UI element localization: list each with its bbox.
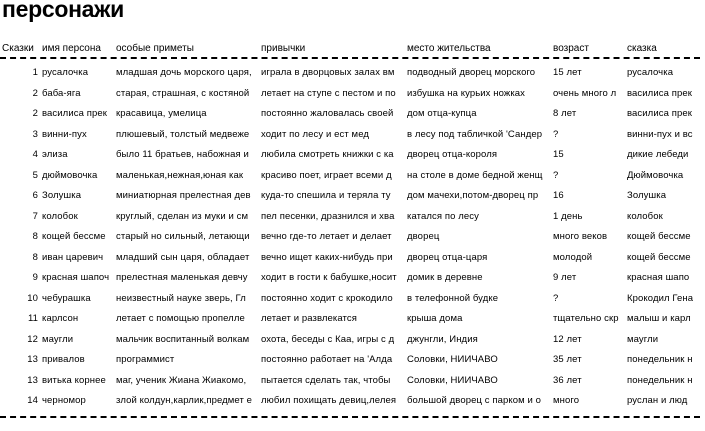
cell-tale: василиса прек bbox=[627, 108, 692, 119]
cell-age: ? bbox=[553, 128, 559, 140]
cell-features: было 11 братьев, набожная и bbox=[116, 149, 249, 160]
header-habits[interactable]: привычки bbox=[261, 43, 306, 54]
table-row[interactable] bbox=[0, 166, 705, 187]
cell-tale: колобок bbox=[627, 210, 663, 222]
header-residence[interactable]: место жительства bbox=[407, 43, 491, 54]
cell-residence: подводный дворец морского bbox=[407, 67, 536, 78]
cell-age: тщательно скр bbox=[553, 313, 619, 324]
cell-age: 8 лет bbox=[553, 108, 577, 119]
cell-residence: дом отца-купца bbox=[407, 108, 477, 119]
cell-habits: красиво поет, играет всеми д bbox=[261, 169, 392, 181]
cell-features: красавица, умелица bbox=[116, 108, 207, 119]
cell-habits: вечно где-то летает и делает bbox=[261, 231, 392, 242]
cell-age: ? bbox=[553, 169, 559, 181]
cell-residence: Соловки, НИИЧАВО bbox=[407, 374, 498, 386]
cell-residence: дворец отца-короля bbox=[407, 149, 498, 160]
cell-tale-number: 14 bbox=[27, 395, 38, 406]
cell-features: программист bbox=[116, 354, 175, 365]
cell-features: младшая дочь морского царя, bbox=[116, 67, 252, 78]
cell-tale: Золушка bbox=[627, 190, 667, 201]
cell-habits: летает на ступе с пестом и по bbox=[261, 87, 396, 99]
cell-tale-number: 1 bbox=[32, 67, 38, 78]
cell-habits: ходит по лесу и ест мед bbox=[261, 128, 370, 140]
cell-features: прелестная маленькая девчу bbox=[116, 272, 248, 283]
header-features[interactable]: особые приметы bbox=[116, 43, 194, 54]
footer-divider bbox=[0, 416, 700, 418]
cell-tale: василиса прек bbox=[627, 87, 692, 99]
cell-age: 9 лет bbox=[553, 272, 577, 283]
cell-tale-number: 8 bbox=[32, 231, 38, 242]
cell-tale: дикие лебеди bbox=[627, 149, 689, 160]
cell-tale-number: 13 bbox=[27, 354, 38, 365]
cell-character-name: черномор bbox=[42, 395, 86, 406]
cell-age: ? bbox=[553, 292, 559, 304]
cell-character-name: маугли bbox=[42, 333, 74, 345]
cell-features: плюшевый, толстый медвеже bbox=[116, 128, 250, 140]
cell-habits: играла в дворцовых залах вм bbox=[261, 67, 395, 78]
table-row[interactable] bbox=[0, 186, 705, 207]
cell-age: 15 bbox=[553, 149, 564, 160]
cell-tale: малыш и карл bbox=[627, 313, 691, 324]
cell-features: миниатюрная прелестная дев bbox=[116, 190, 251, 201]
cell-habits: любил похищать девиц,лелея bbox=[261, 395, 397, 406]
table-row[interactable] bbox=[0, 330, 705, 351]
cell-habits: постоянно ходит с крокодило bbox=[261, 292, 393, 304]
cell-habits: ходит в гости к бабушке,носит bbox=[261, 272, 397, 283]
table-row[interactable] bbox=[0, 309, 705, 330]
cell-residence: дворец bbox=[407, 231, 440, 242]
cell-age: очень много л bbox=[553, 87, 617, 99]
cell-character-name: привалов bbox=[42, 354, 85, 365]
cell-features: неизвестный науке зверь, Гл bbox=[116, 292, 246, 304]
cell-tale: русалочка bbox=[627, 67, 674, 78]
cell-character-name: иван царевич bbox=[42, 251, 104, 263]
cell-tale: маугли bbox=[627, 333, 659, 345]
cell-residence: Соловки, НИИЧАВО bbox=[407, 354, 498, 365]
cell-tale: кощей бессме bbox=[627, 231, 691, 242]
cell-tale-number: 7 bbox=[32, 210, 38, 222]
cell-character-name: чебурашка bbox=[42, 292, 91, 304]
cell-tale: руслан и люд bbox=[627, 395, 688, 406]
cell-character-name: витька корнее bbox=[42, 374, 106, 386]
cell-tale-number: 4 bbox=[32, 149, 38, 160]
cell-tale-number: 5 bbox=[32, 169, 38, 181]
table-row[interactable] bbox=[0, 227, 705, 248]
table-row[interactable] bbox=[0, 104, 705, 125]
cell-features: маг, ученик Жиана Жиакомо, bbox=[116, 374, 247, 386]
cell-tale: красная шапо bbox=[627, 272, 690, 283]
table-row[interactable] bbox=[0, 391, 705, 412]
cell-age: молодой bbox=[553, 251, 593, 263]
cell-character-name: баба-яга bbox=[42, 87, 81, 99]
header-tale-number[interactable]: Сказки bbox=[2, 43, 34, 54]
cell-features: круглый, сделан из муки и см bbox=[116, 210, 249, 222]
cell-habits: пытается сделать так, чтобы bbox=[261, 374, 391, 386]
table-row[interactable] bbox=[0, 350, 705, 371]
cell-habits: летает и развлекатся bbox=[261, 313, 357, 324]
cell-character-name: василиса прек bbox=[42, 108, 107, 119]
header-tale[interactable]: сказка bbox=[627, 43, 657, 54]
cell-habits: вечно ищет каких-нибудь при bbox=[261, 251, 393, 263]
cell-habits: пел песенки, дразнился и хва bbox=[261, 210, 395, 222]
header-age[interactable]: возраст bbox=[553, 43, 589, 54]
cell-age: 36 лет bbox=[553, 374, 582, 386]
cell-tale-number: 11 bbox=[27, 313, 38, 324]
table-row[interactable] bbox=[0, 84, 705, 105]
table-body bbox=[0, 63, 705, 412]
cell-age: 1 день bbox=[553, 210, 583, 222]
cell-features: злой колдун,карлик,предмет е bbox=[116, 395, 253, 406]
cell-age: много веков bbox=[553, 231, 608, 242]
cell-tale-number: 13 bbox=[27, 374, 38, 386]
cell-character-name: дюймовочка bbox=[42, 169, 98, 181]
cell-features: старый но сильный, летающи bbox=[116, 231, 250, 242]
cell-habits: любила смотреть книжки с ка bbox=[261, 149, 394, 160]
cell-character-name: колобок bbox=[42, 210, 78, 222]
cell-tale: понедельник н bbox=[627, 374, 693, 386]
table-row[interactable] bbox=[0, 289, 705, 310]
cell-habits: куда-то спешила и теряла ту bbox=[261, 190, 391, 201]
cell-tale-number: 2 bbox=[32, 108, 38, 119]
cell-residence: дворец отца-царя bbox=[407, 251, 488, 263]
cell-character-name: кощей бессме bbox=[42, 231, 106, 242]
cell-tale-number: 2 bbox=[32, 87, 38, 99]
table-header bbox=[0, 43, 705, 55]
cell-tale: Дюймовочка bbox=[627, 169, 684, 181]
cell-tale-number: 6 bbox=[32, 190, 38, 201]
cell-residence: в лесу под табличкой 'Сандер bbox=[407, 128, 543, 140]
cell-habits: постоянно работает на 'Алда bbox=[261, 354, 393, 365]
cell-character-name: русалочка bbox=[42, 67, 89, 78]
cell-age: много bbox=[553, 395, 580, 406]
cell-tale-number: 12 bbox=[27, 333, 38, 345]
cell-tale: кощей бессме bbox=[627, 251, 691, 263]
cell-features: летает с помощью пропелле bbox=[116, 313, 245, 324]
table-row[interactable] bbox=[0, 145, 705, 166]
header-character-name[interactable]: имя персона bbox=[42, 43, 101, 54]
cell-habits: постоянно жаловалась своей bbox=[261, 108, 394, 119]
cell-age: 35 лет bbox=[553, 354, 582, 365]
cell-features: младший сын царя, обладает bbox=[116, 251, 250, 263]
cell-residence: катался по лесу bbox=[407, 210, 479, 222]
cell-character-name: элиза bbox=[42, 149, 68, 160]
cell-residence: джунгли, Индия bbox=[407, 333, 478, 345]
cell-residence: домик в деревне bbox=[407, 272, 483, 283]
cell-tale-number: 9 bbox=[32, 272, 38, 283]
cell-tale-number: 8 bbox=[32, 251, 38, 263]
cell-features: маленькая,нежная,юная как bbox=[116, 169, 244, 181]
page-title: персонажи bbox=[2, 0, 125, 22]
table-row[interactable] bbox=[0, 63, 705, 84]
cell-tale: Крокодил Гена bbox=[627, 292, 693, 304]
cell-age: 12 лет bbox=[553, 333, 582, 345]
cell-character-name: красная шапоч bbox=[42, 272, 110, 283]
cell-residence: большой дворец с парком и о bbox=[407, 395, 542, 406]
cell-character-name: Золушка bbox=[42, 190, 82, 201]
table-row[interactable] bbox=[0, 371, 705, 392]
cell-tale: понедельник н bbox=[627, 354, 693, 365]
cell-character-name: винни-пух bbox=[42, 128, 87, 140]
table-row[interactable] bbox=[0, 268, 705, 289]
cell-tale-number: 3 bbox=[32, 128, 38, 140]
cell-tale-number: 10 bbox=[27, 292, 38, 304]
cell-age: 15 лет bbox=[553, 67, 582, 78]
header-divider bbox=[0, 57, 700, 59]
cell-age: 16 bbox=[553, 190, 564, 201]
cell-features: мальчик воспитанный волкам bbox=[116, 333, 250, 345]
cell-residence: в телефонной будке bbox=[407, 292, 499, 304]
cell-tale: винни-пух и вс bbox=[627, 128, 693, 140]
cell-features: старая, страшная, с костяной bbox=[116, 87, 250, 99]
cell-character-name: карлсон bbox=[42, 313, 79, 324]
cell-residence: избушка на курьих ножках bbox=[407, 87, 526, 99]
table-row[interactable] bbox=[0, 207, 705, 228]
table-row[interactable] bbox=[0, 125, 705, 146]
cell-residence: дом мачехи,потом-дворец пр bbox=[407, 190, 539, 201]
characters-table bbox=[0, 43, 705, 406]
table-row[interactable] bbox=[0, 248, 705, 269]
cell-residence: на столе в доме бедной женщ bbox=[407, 169, 543, 181]
cell-residence: крыша дома bbox=[407, 313, 463, 324]
cell-habits: охота, беседы с Каа, игры с д bbox=[261, 333, 395, 345]
